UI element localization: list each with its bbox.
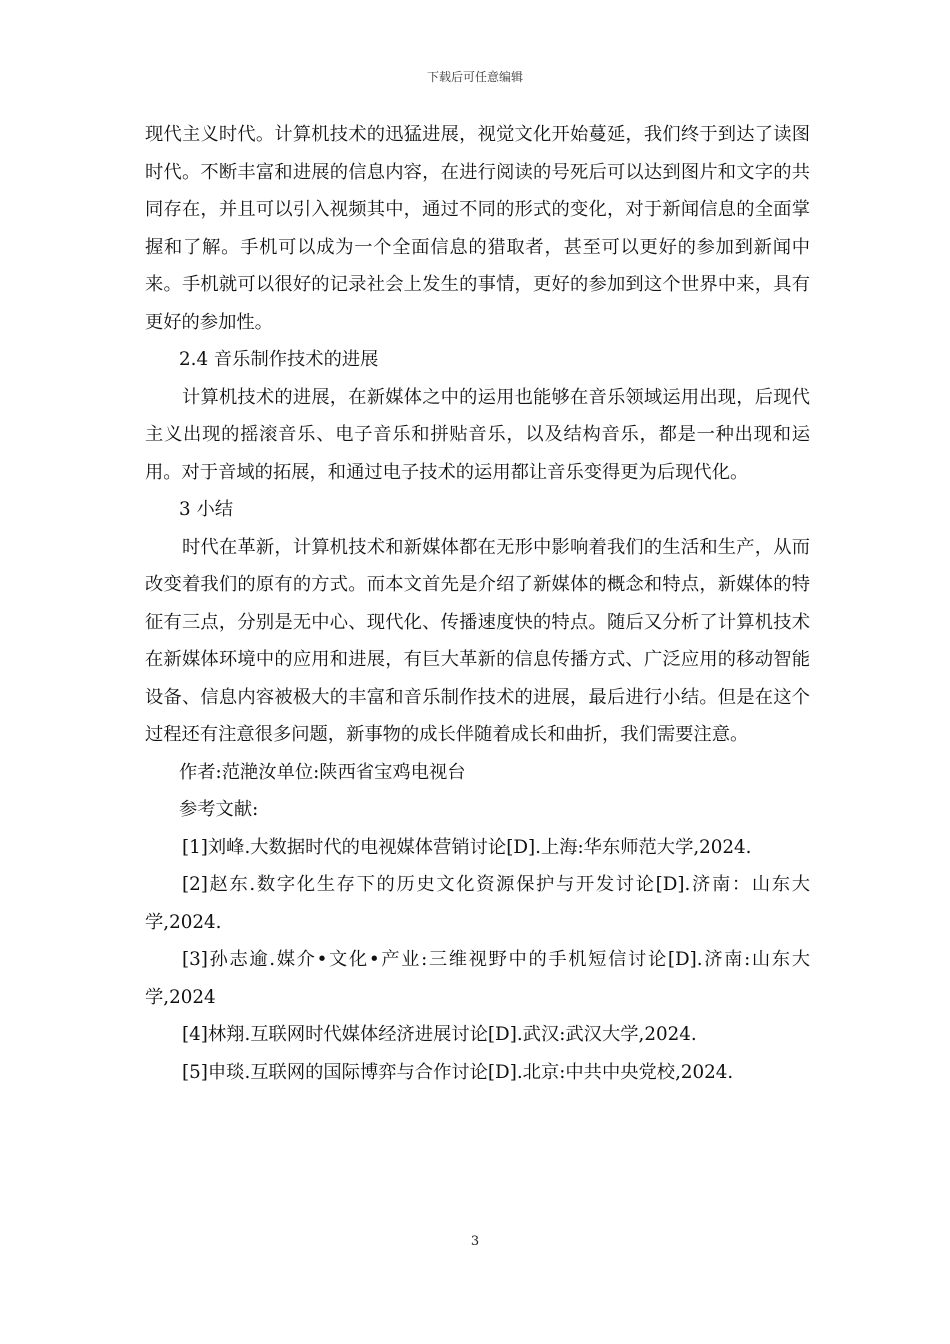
reference-item: [4]林翔.互联网时代媒体经济进展讨论[D].武汉:武汉大学,2024. (182, 1024, 697, 1045)
section-heading-2-4: 2.4 音乐制作技术的进展 (179, 349, 379, 370)
author-line: 作者:范滟汝单位:陕西省宝鸡电视台 (179, 761, 466, 783)
paragraph-music: 计算机技术的进展，在新媒体之中的运用也能够在音乐领域运用出现，后现代主义出现的摇滚音乐、电子音乐和拼贴音乐，以及结构音乐，都是一种出现和运用。对于音域的拓展，和通过电子技术的运用都让音乐变得更为后现代化。 (145, 386, 810, 483)
page-number: 3 (470, 1234, 480, 1249)
page-header-note: 下载后可任意编辑 (426, 70, 523, 84)
document-body (145, 116, 810, 1091)
reference-item: [5]申琰.互联网的国际博弈与合作讨论[D].北京:中共中央党校,2024. (182, 1061, 734, 1083)
paragraph-intro: 现代主义时代。计算机技术的迅猛进展，视觉文化开始蔓延，我们终于到达了读图时代。不断丰富和进展的信息内容，在进行阅读的号死后可以达到图片和文字的共同存在，并且可以引入视频其中，通过不同的形式的变化，对于新闻信息的全面掌握和了解。手机可以成为一个全面信息的猎取者，甚至可以更好的参加到新闻中来。手机就可以很好的记录社会上发生的事情，更好的参加到这个世界中来，具有更好的参加性。 (145, 124, 810, 333)
reference-item: [2]赵东.数字化生存下的历史文化资源保护与开发讨论[D].济南：山东大学,2024. (145, 874, 810, 933)
reference-item: [3]孙志逾.媒介•文化•产业:三维视野中的手机短信讨论[D].济南:山东大学,2024 (145, 949, 810, 1008)
references-title: 参考文献: (179, 799, 259, 820)
paragraph-summary: 时代在革新，计算机技术和新媒体都在无形中影响着我们的生活和生产，从而改变着我们的原有的方式。而本文首先是介绍了新媒体的概念和特点，新媒体的特征有三点，分别是无中心、现代化、传播速度快的特点。随后又分析了计算机技术在新媒体环境中的应用和进展，有巨大革新的信息传播方式、广泛应用的移动智能设备、信息内容被极大的丰富和音乐制作技术的进展，最后进行小结。但是在这个过程还有注意很多问题，新事物的成长伴随着成长和曲折，我们需要注意。 (145, 536, 810, 745)
section-heading-3: 3 小结 (179, 499, 234, 520)
reference-item: [1]刘峰.大数据时代的电视媒体营销讨论[D].上海:华东师范大学,2024. (182, 836, 752, 858)
